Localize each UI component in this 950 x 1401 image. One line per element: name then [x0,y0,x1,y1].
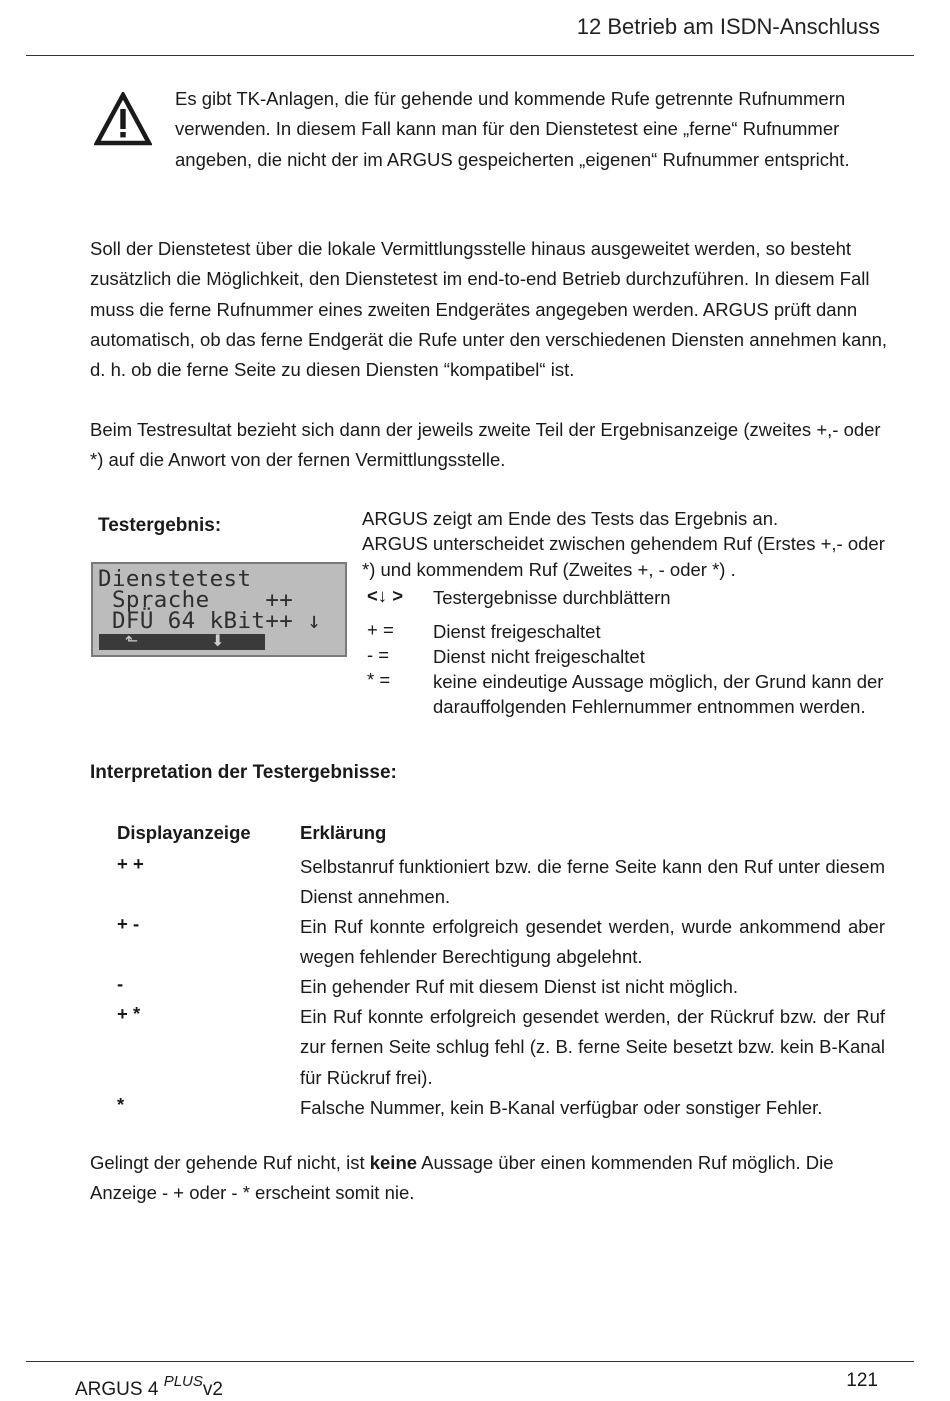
page-header-title: 12 Betrieb am ISDN-Anschluss [576,14,880,39]
closing-text-after: Aussage über einen kommenden Ruf möglich. Die Anzeige - + oder - * erscheint somit nie. [90,1152,834,1204]
footer-rule [26,1361,914,1362]
footer-product-name [75,1373,223,1401]
footer-product-sup: PLUS [163,1373,203,1390]
test-result-intro [362,506,902,582]
interpretation-heading: Interpretation der Testergebnisse: [90,762,397,783]
legend-symbol: * = [367,669,391,690]
warning-triangle-icon [94,92,152,146]
lcd-line-2: Sprache ++ [98,587,294,613]
legend-symbol: + = [367,619,394,640]
closing-text-bold: keine [369,1152,418,1173]
legend-description: Dienst nicht freigeschaltet [433,646,645,667]
table-row-text: Ein gehender Ruf mit diesem Dienst ist nicht möglich. [300,976,739,997]
table-row-text: Ein Ruf konnte erfolgreich gesendet werden, der Rückruf bzw. der Ruf zur fernen Seite schlug fehl (z. B. ferne Seite besetzt bzw. kein B-Kanal für Rückruf frei). [300,1006,885,1088]
test-result-label: Testergebnis: [98,515,222,536]
legend-symbol: <↓ > [367,585,403,606]
warning-text: Es gibt TK-Anlagen, die für gehende und kommende Rufe getrennte Rufnummern verwenden. In diesem Fall kann man für den Dienstetest eine „ferne“ Rufnummer angeben, die nicht der im ARGUS gespeicherten „eigenen“ Rufnummer entspricht. [175,88,850,170]
table-row-code: + - [117,913,140,934]
page-number: 121 [846,1370,878,1391]
lcd-softkey-bar [99,631,265,650]
closing-text-before: Gelingt der gehende Ruf nicht, ist [90,1152,370,1173]
footer-product: ARGUS 4 [75,1379,159,1400]
closing-paragraph [90,1148,895,1209]
table-row-code: - [117,973,124,994]
legend-description: Testergebnisse durchblättern [433,587,671,608]
legend-symbol: - = [367,644,390,665]
column-header-display: Displayanzeige [117,822,251,843]
table-row-code: + * [117,1003,141,1024]
table-row-text: Falsche Nummer, kein B-Kanal verfügbar oder sonstiger Fehler. [300,1097,823,1118]
lcd-display [91,562,347,657]
header-rule [26,55,914,56]
lcd-line-1: Dienstetest [98,566,252,592]
table-row-text: Selbstanruf funktioniert bzw. die ferne Seite kann den Ruf unter diesem Dienst annehmen. [300,856,885,908]
intro-line-2: ARGUS unterscheidet zwischen gehendem Ruf (Erstes +,- oder *) und kommendem Ruf (Zweites +, - oder *) . [362,533,885,580]
paragraph-end-to-end: Soll der Dienstetest über die lokale Vermittlungsstelle hinaus ausgeweitet werden, so besteht zusätzlich die Möglichkeit, den Dienstetest im end-to-end Betrieb durchzuführen. In diesem Fall muss die ferne Rufnummer eines zweiten Endgerätes angegeben werden. ARGUS prüft dann automatisch, ob das ferne Endgerät die Rufe unter den verschiedenen Diensten annehmen kann, d. h. ob die ferne Seite zu diesen Diensten “kompatibel“ ist. [90,238,888,381]
down-arrow-icon: ⬇ [211,631,225,650]
legend-description: keine eindeutige Aussage möglich, der Grund kann der darauffolgenden Fehlernummer entnommen werden. [433,671,884,718]
lcd-line-3: DFÜ 64 kBit++ ↓ [98,608,322,634]
footer-product-suffix: v2 [202,1379,223,1400]
intro-line-1: ARGUS zeigt am Ende des Tests das Ergebnis an. [362,508,779,529]
column-header-explanation: Erklärung [300,822,387,843]
table-row-text: Ein Ruf konnte erfolgreich gesendet werden, wurde ankommend aber wegen fehlender Berechtigung abgelehnt. [300,916,885,968]
table-row-code: + + [117,853,144,874]
back-arrow-icon: ⬑ [125,631,139,650]
legend-description: Dienst freigeschaltet [433,621,601,642]
paragraph-test-result: Beim Testresultat bezieht sich dann der jeweils zweite Teil der Ergebnisanzeige (zweites +,- oder *) auf die Anwort von der fernen Vermittlungsstelle. [90,419,881,471]
table-row-code: * [117,1094,125,1115]
